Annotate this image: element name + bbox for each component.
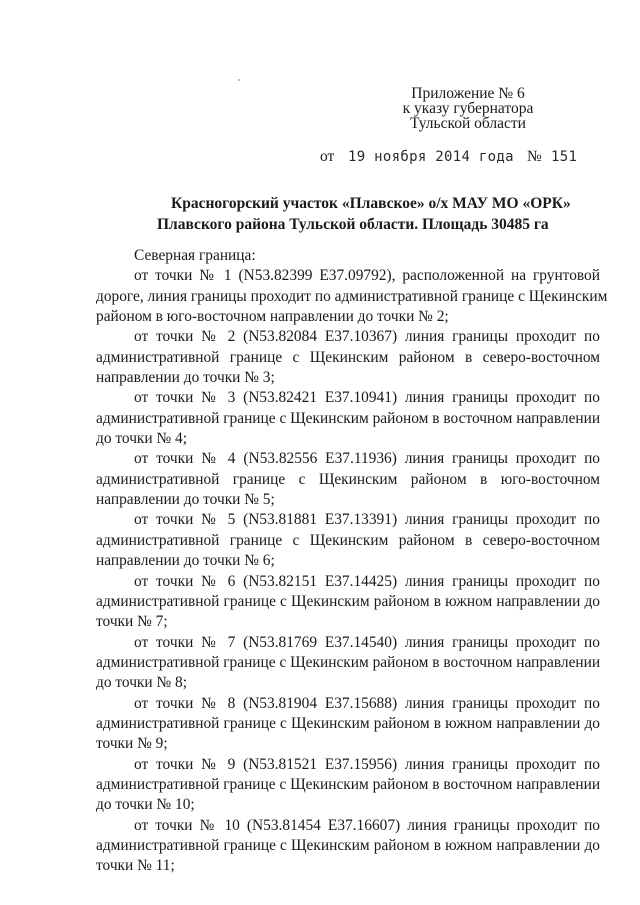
body-line: административной границе с Щекинским районом в северо-восточном [96,348,600,366]
decree-date-stamp: 19 ноября 2014 года [348,149,514,165]
body-line: от точки № 4 (N53.82556 E37.11936) линия границы проходит по [134,450,600,468]
appendix-decree-reference: к указу губернатора [402,100,534,117]
decree-number-label: № [527,148,542,165]
body-line: точки № 9; [96,735,168,753]
body-line: от точки № 5 (N53.81881 E37.13391) линия границы проходит по [134,511,600,529]
body-line: административной границе с Щекинским районом в юго-восточном [96,470,600,488]
body-line: административной границе с Щекинским районом в восточном направлении [96,653,601,671]
body-line: направлении до точки № 3; [96,369,275,387]
body-line: административной границе с Щекинским районом в южном направлении до [96,592,600,610]
body-line: административной границе с Щекинским районом в восточном направлении [96,409,601,427]
body-line: до точки № 8; [96,674,187,692]
body-line: от точки № 10 (N53.81454 E37.16607) линия границы проходит по [134,816,600,834]
boundary-description [96,246,608,877]
body-line: до точки № 10; [96,796,195,814]
section-heading: Северная граница: [134,247,256,264]
document-title [140,193,580,235]
body-line: дороге, линия границы проходит по административной границе с Щекинским [96,287,608,305]
body-line: от точки № 1 (N53.82399 E37.09792), расположенной на грунтовой [134,267,600,285]
body-line: от точки № 2 (N53.82084 E37.10367) линия границы проходит по [134,328,600,346]
body-line: административной границе с Щекинским районом в северо-восточном [96,531,600,549]
decree-from-label: от [320,148,335,165]
body-line: административной границе с Щекинским районом в восточном направлении [96,775,601,793]
title-line-1: Красногорский участок «Плавское» о/х МАУ МО «ОРК» [171,195,571,212]
scan-speck [238,79,240,81]
appendix-region: Тульской области [410,115,526,132]
body-line: от точки № 9 (N53.81521 E37.15956) линия границы проходит по [134,755,600,773]
body-line: направлении до точки № 6; [96,552,275,570]
body-line: административной границе с Щекинским районом в южном направлении до [96,714,600,732]
body-line: от точки № 8 (N53.81904 E37.15688) линия границы проходит по [134,694,600,712]
title-line-2: Плавского района Тульской области. Площадь 30485 га [157,216,549,233]
body-line: от точки № 7 (N53.81769 E37.14540) линия границы проходит по [134,633,600,651]
body-line: административной границе с Щекинским районом в южном направлении до [96,836,600,854]
boundary-lines [96,266,608,876]
body-line: районом в юго-восточном направлении до точки № 2; [96,308,449,326]
body-line: направлении до точки № 5; [96,491,275,509]
appendix-header [393,86,543,131]
body-line: точки № 11; [96,857,175,875]
decree-number-stamp: 151 [551,149,578,165]
appendix-number: Приложение № 6 [411,85,525,102]
decree-date-line [0,148,640,168]
body-line: точки № 7; [96,613,168,631]
body-line: от точки № 6 (N53.82151 E37.14425) линия границы проходит по [134,572,600,590]
body-line: от точки № 3 (N53.82421 E37.10941) линия границы проходит по [134,389,600,407]
body-line: до точки № 4; [96,430,187,448]
